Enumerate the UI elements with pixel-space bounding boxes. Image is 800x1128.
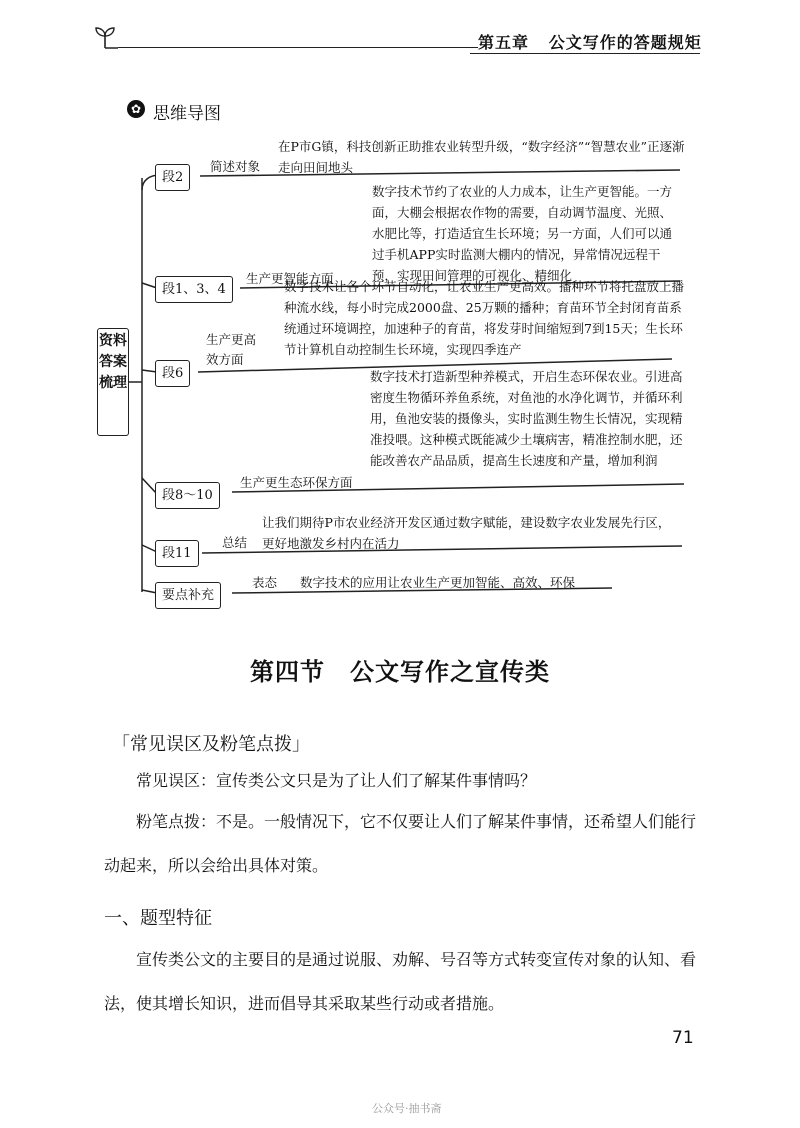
chapter-title: 公文写作的答题规矩 xyxy=(548,33,702,52)
branch-label: 生产更智能方面 xyxy=(246,271,334,286)
mindmap-title: 思维导图 xyxy=(153,104,221,124)
watermark: 公众号·抽书斋 xyxy=(372,1102,442,1115)
branch-text: 数字技术打造新型种养模式，开启生态环保农业。引进高密度生物循环养鱼系统，对鱼池的水净化调节，并循环利用，鱼池安装的摄像头，实时监测生物生长情况，实现精准投喂。这种模式既能减少土壤病害，精准控制水肥，还能改善农产品品质，提高生长速度和产量，增加利润 xyxy=(370,369,683,468)
page-number: 71 xyxy=(672,1028,694,1048)
segment-box: 段8～10 xyxy=(155,482,220,509)
mindmap-root: 资料答案梳理 xyxy=(97,328,129,436)
chapter-number: 第五章 xyxy=(478,33,530,52)
branch-label: 表态 xyxy=(252,575,278,590)
segment-box: 段1、3、4 xyxy=(155,276,233,303)
branch-label: 生产更生态环保方面 xyxy=(240,475,353,490)
segment-box: 要点补充 xyxy=(155,582,221,609)
branch-text: 在P市G镇，科技创新正助推农业转型升级，“数字经济”“智慧农业”正逐渐走向田间地头 xyxy=(278,139,685,175)
branch-label: 简述对象 xyxy=(210,159,261,174)
segment-box: 段11 xyxy=(155,540,199,567)
section-title: 第四节 公文写作之宣传类 xyxy=(250,658,550,686)
subsection-title: 「常见误区及粉笔点拨」 xyxy=(112,734,310,755)
segment-box: 段6 xyxy=(155,360,190,387)
heading-question-type: 一、题型特征 xyxy=(104,908,212,929)
branch-label: 总结 xyxy=(222,535,248,550)
paragraph-tip: 粉笔点拨：不是。一般情况下，它不仅要让人们了解某件事情，还希望人们能行动起来，所以会给出具体对策。 xyxy=(104,812,697,875)
branch-text: 让我们期待P市农业经济开发区通过数字赋能，建设数字农业发展先行区，更好地激发乡村内在活力 xyxy=(262,515,671,551)
branch-text: 数字技术节约了农业的人力成本，让生产更智能。一方面，大棚会根据农作物的需要，自动调节温度、光照、水肥比等，打造适宜生长环境；另一方面，人们可以通过手机APP实时监测大棚内的情况，异常情况远程干预，实现田间管理的可视化、精细化 xyxy=(372,184,673,283)
branch-text: 数字技术让各个环节自动化，让农业生产更高效。播种环节将托盘放上播种流水线，每小时完成2000盘、25万颗的播种；育苗环节全封闭育苗系统通过环境调控，加速种子的育苗，将发芽时间缩短到7到15天；生长环节计算机自动控制生长环境，实现四季连产 xyxy=(284,279,685,357)
branch-label: 生产更高效方面 xyxy=(206,332,257,367)
branch-text: 数字技术的应用让农业生产更加智能、高效、环保 xyxy=(300,575,576,590)
flower-icon: ✿ xyxy=(127,100,145,118)
paragraph-misconception: 常见误区：宣传类公文只是为了让人们了解某件事情吗？ xyxy=(136,771,537,790)
segment-box: 段2 xyxy=(155,164,190,191)
paragraph-features: 宣传类公文的主要目的是通过说服、劝解、号召等方式转变宣传对象的认知、看法，使其增长知识，进而倡导其采取某些行动或者措施。 xyxy=(104,950,697,1013)
